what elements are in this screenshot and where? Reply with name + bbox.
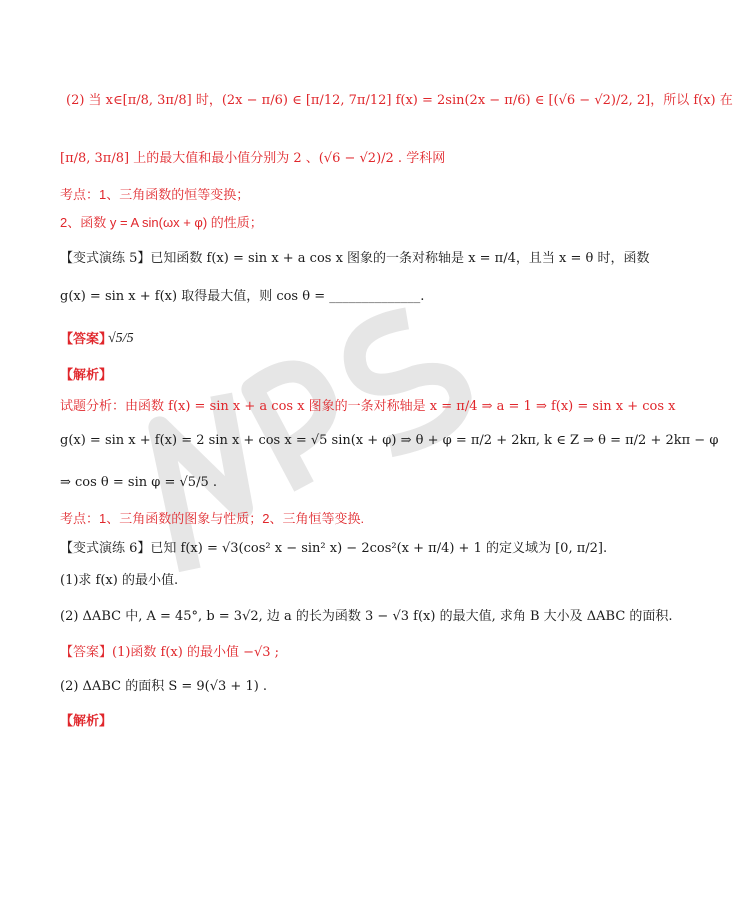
answer-5-label: 【答案】	[60, 331, 113, 346]
answer-5-value: √5/5	[108, 331, 134, 346]
exercise-6-line3: (2) ΔABC 中, A = 45°, b = 3√2, 边 a 的长为函数 3 − √3 f(x) 的最大值, 求角 B 大小及 ΔABC 的面积.	[60, 609, 673, 624]
exercise-6-line1: 【变式演练 6】已知 f(x) = √3(cos² x − sin² x) − 2cos²(x + π/4) + 1 的定义域为 [0, π/2].	[60, 541, 608, 556]
analysis-line3: ⇒ cos θ = sin φ = √5/5 .	[60, 475, 217, 490]
analysis-label-1: 【解析】	[60, 367, 113, 382]
answer-6-line2: (2) ΔABC 的面积 S = 9(√3 + 1) .	[60, 679, 268, 694]
exercise-5-line2: g(x) = sin x + f(x) 取得最大值，则 cos θ = ______________.	[60, 289, 425, 304]
analysis-line2: g(x) = sin x + f(x) = 2 sin x + cos x = √5 sin(x + φ) ⇒ θ + φ = π/2 + 2kπ, k ∈ Z ⇒ θ = π/2 + 2kπ − φ	[60, 433, 719, 448]
analysis-line1: 试题分析：由函数 f(x) = sin x + a cos x 图象的一条对称轴是 x = π/4 ⇒ a = 1 ⇒ f(x) = sin x + cos x	[60, 399, 676, 414]
analysis-label-2: 【解析】	[60, 713, 113, 728]
exercise-5-line1: 【变式演练 5】已知函数 f(x) = sin x + a cos x 图象的一条对称轴是 x = π/4，且当 x = θ 时，函数	[60, 251, 650, 266]
part2-line1: (2) 当 x∈[π/8, 3π/8] 时，(2x − π/6) ∈ [π/12, 7π/12] f(x) = 2sin(2x − π/6) ∈ [(√6 − √2)/2, 2]，所以 f(x) 在	[66, 93, 733, 108]
kaodian-2: 考点：1、三角函数的图象与性质；2、三角恒等变换.	[60, 511, 365, 526]
exercise-6-line2: (1)求 f(x) 的最小值.	[60, 573, 179, 588]
answer-6-line1: 【答案】(1)函数 f(x) 的最小值 −√3 ;	[60, 645, 280, 660]
kaodian-1: 考点：1、三角函数的恒等变换；	[60, 187, 250, 202]
part2-line2: [π/8, 3π/8] 上的最大值和最小值分别为 2 、(√6 − √2)/2 . 学科网	[60, 151, 446, 166]
kaodian-1b: 2、函数 y = A sin(ωx + φ) 的性质；	[60, 215, 263, 230]
